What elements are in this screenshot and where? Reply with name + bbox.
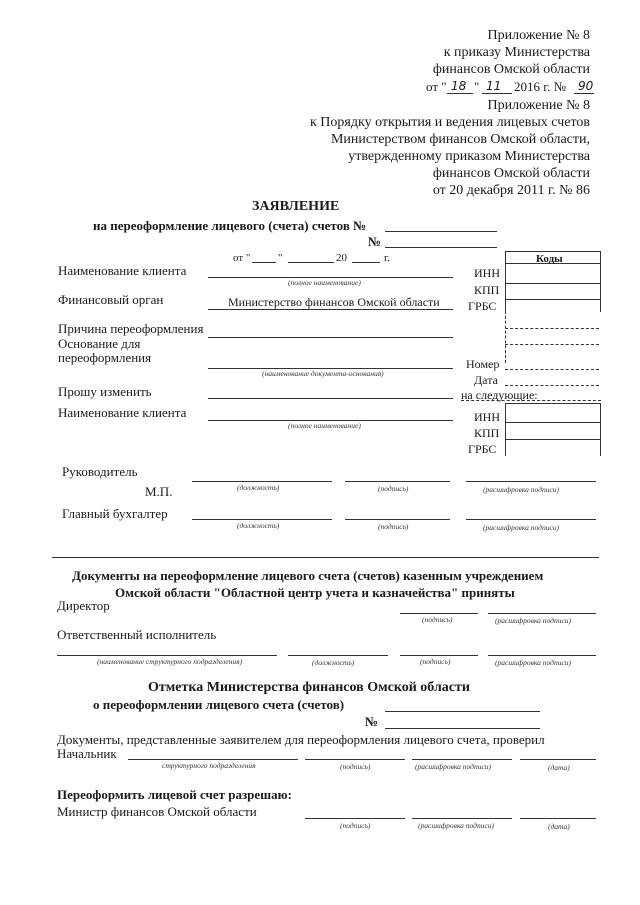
new-full-name-caption: (полное наименование) <box>288 421 361 430</box>
director-signature-caption: (подпись) <box>422 615 453 624</box>
procedure-appendix: Приложение № 8 <box>487 98 590 113</box>
director-decoding-caption: (расшифровка подписи) <box>495 616 572 625</box>
minister-label: Министр финансов Омской области <box>57 804 257 819</box>
documents-checked: Документы, представленные заявителем для переоформления лицевого счета, проверил <box>57 732 545 747</box>
basis-label-1: Основание для <box>58 336 141 351</box>
request-label: Прошу изменить <box>58 384 152 399</box>
director-label: Директор <box>57 598 110 613</box>
acc-signature-caption: (подпись) <box>378 522 409 531</box>
order-day-handwritten: 18 <box>451 79 467 93</box>
ministry-mark-number: № <box>365 714 379 729</box>
date-label: Дата <box>474 373 498 387</box>
grbs-label: ГРБС <box>468 299 497 313</box>
new-grbs-label: ГРБС <box>468 442 497 456</box>
head-label: Руководитель <box>62 464 138 479</box>
acc-decoding-caption: (расшифровка подписи) <box>483 523 560 532</box>
full-name-caption: (полное наименование) <box>288 278 361 287</box>
order-number-handwritten: 90 <box>578 79 594 93</box>
ministry-mark-title-2: о переоформлении лицевого счета (счетов) <box>93 697 345 712</box>
section-divider <box>52 557 599 558</box>
chief-signature-caption: (подпись) <box>340 762 371 771</box>
minister-signature-caption: (подпись) <box>340 821 371 830</box>
minister-date-caption: (дата) <box>548 822 570 831</box>
order-date-line <box>426 79 594 97</box>
form-date-20: 20 <box>336 252 347 264</box>
ministry-name: финансов Омской области <box>432 62 590 77</box>
chief-accountant-label: Главный бухгалтер <box>62 506 168 521</box>
form-date-g: г. <box>384 252 391 264</box>
new-client-name-label: Наименование клиента <box>58 405 187 420</box>
reason-label: Причина переоформления <box>58 321 204 336</box>
executor-decoding-caption: (расшифровка подписи) <box>495 658 572 667</box>
docs-title-1: Документы на переоформление лицевого счета (счетов) казенным учреждением <box>72 568 544 583</box>
fin-org-value: Министерство финансов Омской области <box>228 295 440 309</box>
executor-unit-caption: (наименование структурного подразделения) <box>97 657 243 666</box>
head-decoding-caption: (расшифровка подписи) <box>483 485 560 494</box>
form-date-quote: " <box>278 252 283 264</box>
head-signature-caption: (подпись) <box>378 484 409 493</box>
chief-label: Начальник <box>57 746 117 761</box>
minister-decoding-caption: (расшифровка подписи) <box>418 821 495 830</box>
new-kpp-label: КПП <box>474 426 500 440</box>
document-title: ЗАЯВЛЕНИЕ <box>252 199 340 214</box>
basis-doc-caption: (наименование документа-основания) <box>262 369 384 378</box>
chief-decoding-caption: (расшифровка подписи) <box>415 762 492 771</box>
appendix-number: Приложение № 8 <box>487 28 590 43</box>
approved-ministry: финансов Омской области <box>432 166 590 181</box>
codes-table-new <box>505 403 601 456</box>
chief-unit-caption: структурного подразделения <box>162 761 256 770</box>
docs-title-2: Омской области "Областной центр учета и казначейства" приняты <box>115 585 515 600</box>
approved-date: от 20 декабря 2011 г. № 86 <box>432 183 590 198</box>
approved-by-order: утвержденному приказом Министерства <box>348 149 590 164</box>
ministry-mark-title-1: Отметка Министерства финансов Омской области <box>148 680 470 695</box>
executor-label: Ответственный исполнитель <box>57 627 217 642</box>
executor-position-caption: (должность) <box>312 658 355 667</box>
fin-org-label: Финансовый орган <box>58 292 164 307</box>
chief-date-caption: (дата) <box>548 763 570 772</box>
order-year: 2016 г. № <box>514 79 567 94</box>
kpp-label: КПП <box>474 283 500 297</box>
date-prefix: от " <box>426 79 447 94</box>
basis-label-2: переоформления <box>58 350 152 365</box>
executor-signature-caption: (подпись) <box>420 657 451 666</box>
following-label: на следующие: <box>461 388 538 402</box>
number-label: Номер <box>466 357 500 371</box>
inn-label: ИНН <box>474 266 500 280</box>
approval-title: Переоформить лицевой счет разрешаю: <box>57 787 292 802</box>
order-reference: к приказу Министерства <box>443 45 590 60</box>
order-month-handwritten: 11 <box>486 79 502 93</box>
document-subtitle: на переоформление лицевого (счета) счетов № <box>93 218 367 233</box>
form-date-prefix: от " <box>233 252 251 264</box>
head-position-caption: (должность) <box>237 483 280 492</box>
procedure-ministry: Министерством финансов Омской области, <box>330 132 590 147</box>
date-quote: " <box>474 79 480 94</box>
procedure-reference: к Порядку открытия и ведения лицевых счетов <box>309 115 590 130</box>
new-inn-label: ИНН <box>474 410 500 424</box>
stamp-mark: М.П. <box>145 484 173 499</box>
codes-header: Коды <box>536 253 563 265</box>
account-number-2: № <box>368 234 382 249</box>
client-name-label: Наименование клиента <box>58 263 187 278</box>
acc-position-caption: (должность) <box>237 521 280 530</box>
